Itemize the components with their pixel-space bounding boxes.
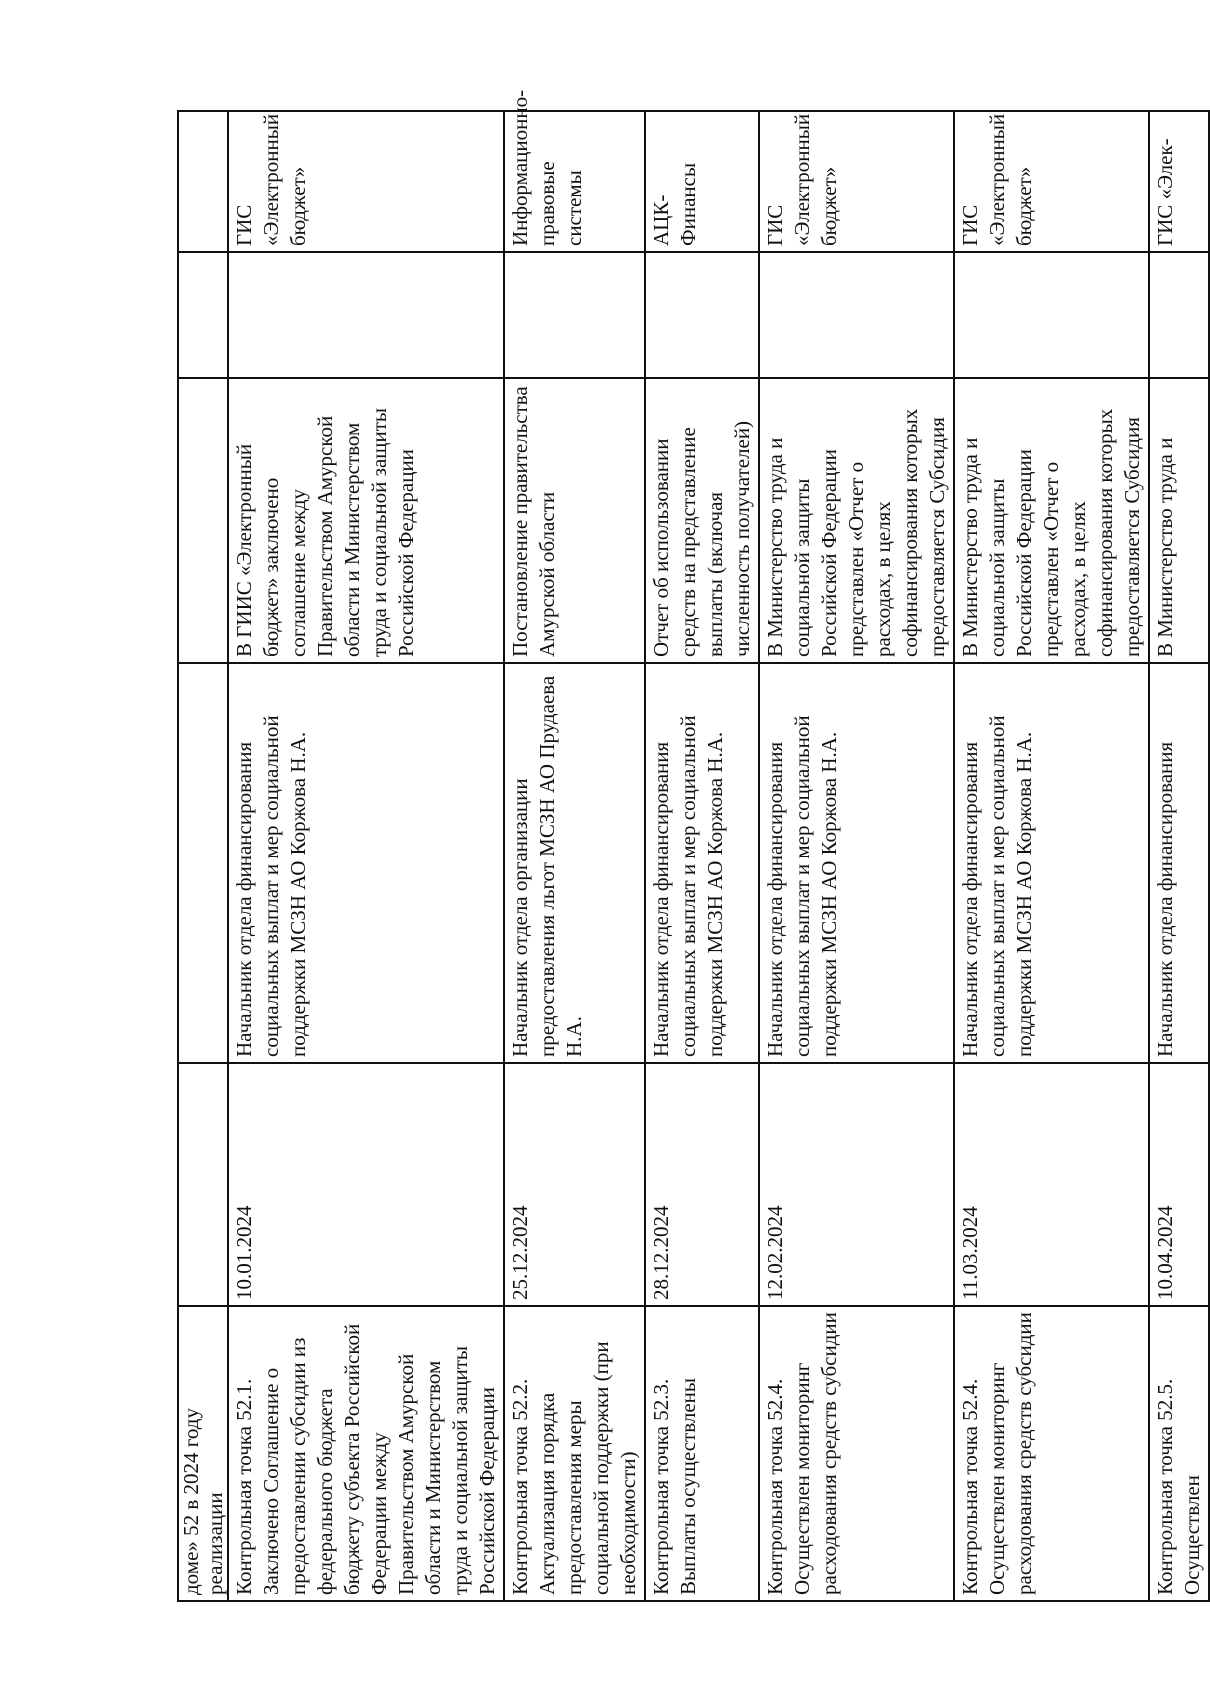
- document-cell: В Министерство труда и социальной защиты Российской Федерации представлен «Отчет о расходах, в целях софинансирования которых предоставляется Субсидия: [954, 378, 1149, 663]
- system-cell: ГИС «Электронный бюджет»: [954, 111, 1149, 252]
- empty-cell: [645, 252, 759, 378]
- empty-cell: [759, 252, 954, 378]
- document-cell: Отчет об использовании средств на представление выплаты (включая численность получателей): [645, 378, 759, 663]
- control-point-cell: Контрольная точка 52.3. Выплаты осуществлены: [645, 1306, 759, 1601]
- table-row: [759, 111, 954, 1601]
- empty-cell: [178, 111, 228, 252]
- responsible-cell: Начальник отдела финансирования социальных выплат и мер социальной поддержки МСЗН АО Коржова Н.А.: [954, 663, 1149, 1063]
- date-cell: 11.03.2024: [954, 1063, 1149, 1306]
- date-cell: 10.01.2024: [228, 1063, 504, 1306]
- responsible-cell: Начальник отдела финансирования социальных выплат и мер социальной поддержки МСЗН АО Коржова Н.А.: [759, 663, 954, 1063]
- control-points-table: [177, 89, 1210, 1602]
- control-point-cell: Контрольная точка 52.2. Актуализация порядка предоставления меры социальной поддержки (при необходимости): [504, 1306, 645, 1601]
- table-row: [178, 111, 228, 1601]
- document-cell: В Министерство труда и социальной защиты Российской Федерации представлен «Отчет о расходах, в целях софинансирования которых предоставляется Субсидия: [759, 378, 954, 663]
- responsible-cell: Начальник отдела финансирования социальных выплат и мер социальной поддержки МСЗН АО Коржова Н.А.: [228, 663, 504, 1063]
- empty-cell: [178, 378, 228, 663]
- document-cell: Постановление правительства Амурской области: [504, 378, 645, 663]
- system-cell: АЦК-Финансы: [645, 111, 759, 252]
- rotated-page: [177, 89, 1204, 1602]
- system-cell: ГИС «Элек-: [1149, 111, 1209, 252]
- date-cell: 12.02.2024: [759, 1063, 954, 1306]
- table-row: [645, 111, 759, 1601]
- responsible-cell: Начальник отдела организации предоставления льгот МСЗН АО Прудаева Н.А.: [504, 663, 645, 1063]
- empty-cell: [954, 252, 1149, 378]
- table-row: [1149, 111, 1209, 1601]
- system-cell: ГИС «Электронный бюджет»: [759, 111, 954, 252]
- control-point-cell: Контрольная точка 52.5. Осуществлен: [1149, 1306, 1209, 1601]
- empty-cell: [178, 663, 228, 1063]
- empty-cell: [178, 1063, 228, 1306]
- system-cell: Информационно-правовые системы: [504, 111, 645, 252]
- table-row: [228, 111, 504, 1601]
- responsible-cell: Начальник отдела финансирования социальных выплат и мер социальной поддержки МСЗН АО Коржова Н.А.: [645, 663, 759, 1063]
- control-point-cell: Контрольная точка 52.4. Осуществлен мониторинг расходования средств субсидии: [954, 1306, 1149, 1601]
- empty-cell: [1149, 252, 1209, 378]
- empty-cell: [178, 252, 228, 378]
- system-cell: ГИС «Электронный бюджет»: [228, 111, 504, 252]
- control-point-cell: Контрольная точка 52.1. Заключено Соглашение о предоставлении субсидии из федерального бюджета бюджету субъекта Российской Федерации между Правительством Амурской области и Министерством труда и социальной защиты Российской Федерации: [228, 1306, 504, 1601]
- document-cell: В ГИИС «Электронный бюджет» заключено соглашение между Правительством Амурской области и Министерством труда и социальной защиты Российской Федерации: [228, 378, 504, 663]
- header-fragment-cell: доме» 52 в 2024 году реализации: [178, 1306, 228, 1601]
- date-cell: 28.12.2024: [645, 1063, 759, 1306]
- table-row: [954, 111, 1149, 1601]
- date-cell: 10.04.2024: [1149, 1063, 1209, 1306]
- table-row: [504, 111, 645, 1601]
- document-cell: В Министерство труда и: [1149, 378, 1209, 663]
- responsible-cell: Начальник отдела финансирования: [1149, 663, 1209, 1063]
- date-cell: 25.12.2024: [504, 1063, 645, 1306]
- control-point-cell: Контрольная точка 52.4. Осуществлен мониторинг расходования средств субсидии: [759, 1306, 954, 1601]
- empty-cell: [228, 252, 504, 378]
- empty-cell: [504, 252, 645, 378]
